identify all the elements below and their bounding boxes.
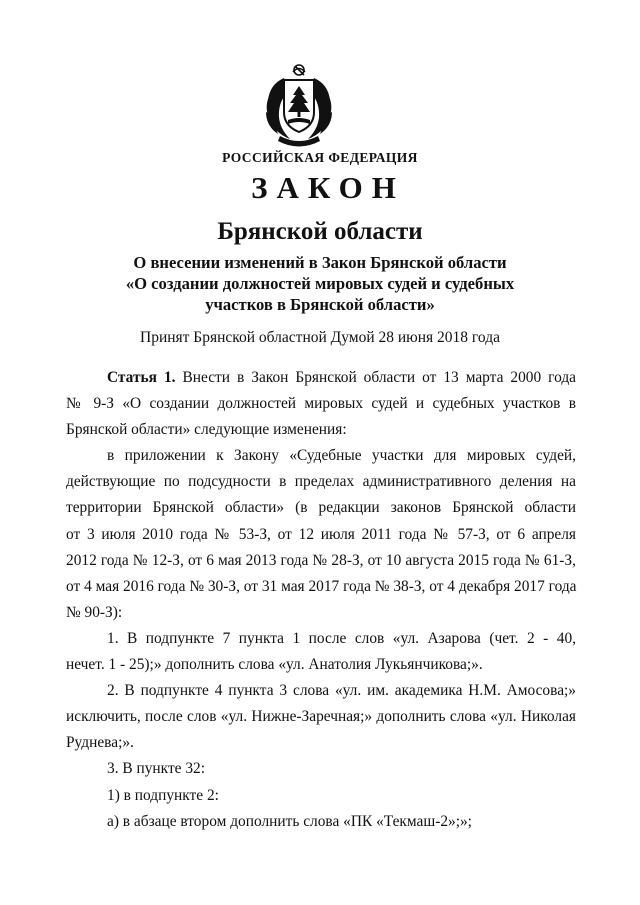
body-line: от 4 мая 2016 года № 30-З, от 31 мая 2017 года № 38-З, от 4 декабря 2017 года (66, 577, 577, 595)
body-paragraph (66, 756, 576, 782)
body-line: 1) в подпункте 2: (107, 786, 219, 804)
region-heading: Брянской области (217, 218, 423, 245)
body-line: исключить, после слов «ул. Нижне-Заречная;» дополнить слова «ул. Николая (66, 708, 576, 726)
body-line: 2. В подпункте 4 пункта 3 слова «ул. им. академика Н.М. Амосова;» (107, 682, 576, 700)
body-paragraph (66, 678, 576, 756)
law-title (0, 252, 640, 315)
coat-of-arms-emblem (260, 62, 338, 148)
body-paragraph (66, 809, 576, 835)
article-paragraph (66, 365, 576, 443)
article-line: № 9-З «О создании должностей мировых судей и судебных участков в (66, 395, 576, 413)
body-line: № 90-З): (66, 603, 123, 621)
law-heading: ЗАКОН (251, 170, 405, 205)
body-line: в приложении к Закону «Судебные участки для мировых судей, (107, 447, 576, 465)
body-line: 3. В пункте 32: (107, 760, 206, 778)
law-title-line: «О создании должностей мировых судей и судебных (125, 274, 515, 293)
country-heading: РОССИЙСКАЯ ФЕДЕРАЦИЯ (222, 150, 418, 165)
body-line: 2012 года № 12-З, от 6 мая 2013 года № 28-З, от 10 августа 2015 года № 61-З, (66, 551, 576, 569)
body-line: нечет. 1 - 25);» дополнить слова «ул. Анатолия Лукьянчикова;». (66, 656, 483, 674)
body-line: Руднева;». (66, 734, 134, 752)
body-paragraph (66, 783, 576, 809)
law-body (66, 365, 576, 835)
law-title-line: О внесении изменений в Закон Брянской области (133, 253, 507, 272)
body-line: действующие по подсудности в пределах административного деления на (66, 473, 576, 491)
body-paragraph (66, 626, 576, 678)
article-line: Статья 1. Внести в Закон Брянской области от 13 марта 2000 года (107, 369, 576, 386)
article-line: Брянской области» следующие изменения: (66, 421, 347, 439)
body-line: от 3 июля 2010 года № 53-З, от 12 июля 2011 года № 57-З, от 6 апреля (66, 525, 576, 543)
law-title-line: участков в Брянской области» (205, 295, 435, 314)
article-label: Статья 1. (107, 369, 176, 386)
adoption-note: Принят Брянской областной Думой 28 июня 2018 года (140, 329, 500, 346)
body-line: территории Брянской области» (в редакции законов Брянской области (66, 499, 576, 517)
body-line: а) в абзаце втором дополнить слова «ПК «Текмаш-2»;»; (107, 812, 472, 830)
body-line: 1. В подпункте 7 пункта 1 после слов «ул. Азарова (чет. 2 - 40, (107, 629, 576, 647)
body-paragraph (66, 443, 576, 626)
